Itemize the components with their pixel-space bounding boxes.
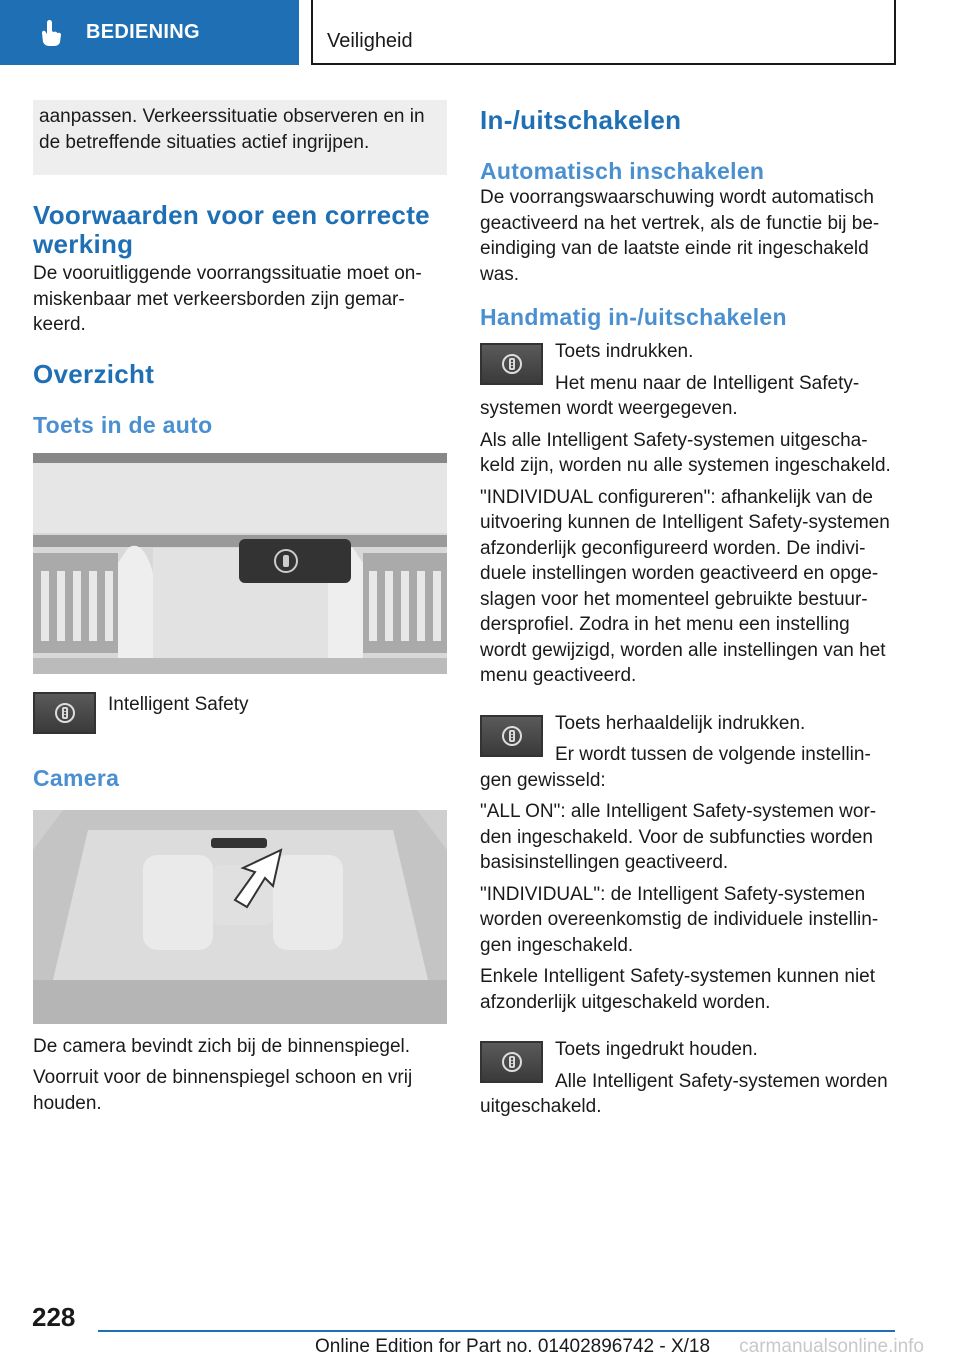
- intelligent-safety-button-icon: [480, 343, 543, 385]
- press-step-3: [480, 1037, 896, 1120]
- heading-button-in-car: Toets in de auto: [33, 411, 213, 438]
- heading-overview: Overzicht: [33, 358, 155, 389]
- heading-on-off: In-/uitschakelen: [480, 105, 682, 135]
- heading-camera: Camera: [33, 764, 120, 791]
- all-on-text: "ALL ON": alle Intelligent Safety-systemen wor-den ingeschakeld. Voor de subfuncties worden basisinstellingen geactiveerd.: [480, 801, 877, 873]
- some-systems-text: Enkele Intelligent Safety-systemen kunnen niet afzonderlijk uitgeschakeld worden.: [480, 966, 876, 1013]
- camera-location-photo: [33, 810, 447, 1024]
- header-chapter-box: [311, 0, 896, 65]
- intelligent-safety-button-icon: [480, 715, 543, 757]
- individual-config-text: "INDIVIDUAL configureren": afhankelijk van de uitvoering kunnen de Intelligent Safety-systemen afzonderlijk geconfigureerd worden. De indivi-duele instellingen worden geactiveerd en opge-slagen voor het momenteel gebruikte bestuur-dersprofiel. Zodra in het menu een instelling wordt gewijzigd, worden alle instellingen van het menu geactiveerd.: [480, 486, 890, 686]
- all-off-text: Als alle Intelligent Safety-systemen uitgescha-keld zijn, worden nu alle systemen ingeschakeld.: [480, 429, 891, 476]
- left-column: [33, 100, 447, 1116]
- watermark: carmanualsonline.info: [739, 1336, 924, 1357]
- press-step-2-action: Toets herhaaldelijk indrukken.: [555, 712, 806, 734]
- press-step-3-result: Alle Intelligent Safety-systemen worden uitgeschakeld.: [480, 1070, 888, 1117]
- camera-location-text: De camera bevindt zich bij de binnenspiegel.: [33, 1035, 411, 1057]
- press-step-1-result: Het menu naar de Intelligent Safety-systemen wordt weergegeven.: [480, 372, 860, 419]
- intelligent-safety-legend: [33, 692, 447, 734]
- press-step-2: [480, 711, 896, 794]
- camera-clean-text: Voorruit voor de binnenspiegel schoon en vrij houden.: [33, 1067, 413, 1114]
- heading-conditions: Voorwaarden voor een correcte werking: [33, 200, 430, 259]
- press-step-1-action: Toets indrukken.: [555, 341, 694, 362]
- header-section-tab: [0, 0, 299, 65]
- intelligent-safety-button-icon: [33, 692, 96, 734]
- dashboard-button-photo: [33, 453, 447, 674]
- press-step-1: [480, 339, 896, 422]
- heading-manual-on-off: Handmatig in-/uitschakelen: [480, 304, 787, 330]
- intelligent-safety-button-icon: [480, 1041, 543, 1083]
- heading-auto-on: Automatisch inschakelen: [480, 158, 765, 184]
- hand-pointer-icon: [36, 18, 66, 48]
- press-step-2-result: Er wordt tussen de volgende instellin-gen gewisseld:: [480, 744, 871, 791]
- press-step-3-action: Toets ingedrukt houden.: [555, 1039, 758, 1060]
- individual-text: "INDIVIDUAL": de Intelligent Safety-systemen worden overeenkomstig de individuele instellin-gen ingeschakeld.: [480, 883, 879, 956]
- conditions-text: De vooruitliggende voorrangssituatie moet on-miskenbaar met verkeersborden zijn gemar-keerd.: [33, 263, 422, 335]
- footer-divider: [98, 1330, 895, 1332]
- note-box: [33, 100, 447, 175]
- note-text: aanpassen. Verkeerssituatie observeren en in de betreffende situaties actief ingrijpen.: [39, 106, 425, 153]
- auto-on-text: De voorrangswaarschuwing wordt automatisch geactiveerd na het vertrek, als de functie bij be-eindiging van de laatste einde rit ingeschakeld was.: [480, 187, 880, 285]
- intelligent-safety-caption: Intelligent Safety: [108, 693, 249, 715]
- section-title: BEDIENING: [86, 21, 200, 43]
- edition-text: Online Edition for Part no. 01402896742 - X/18: [315, 1336, 711, 1357]
- chapter-title: Veiligheid: [327, 30, 413, 52]
- page-number: 228: [32, 1302, 76, 1332]
- right-column: [480, 100, 896, 1120]
